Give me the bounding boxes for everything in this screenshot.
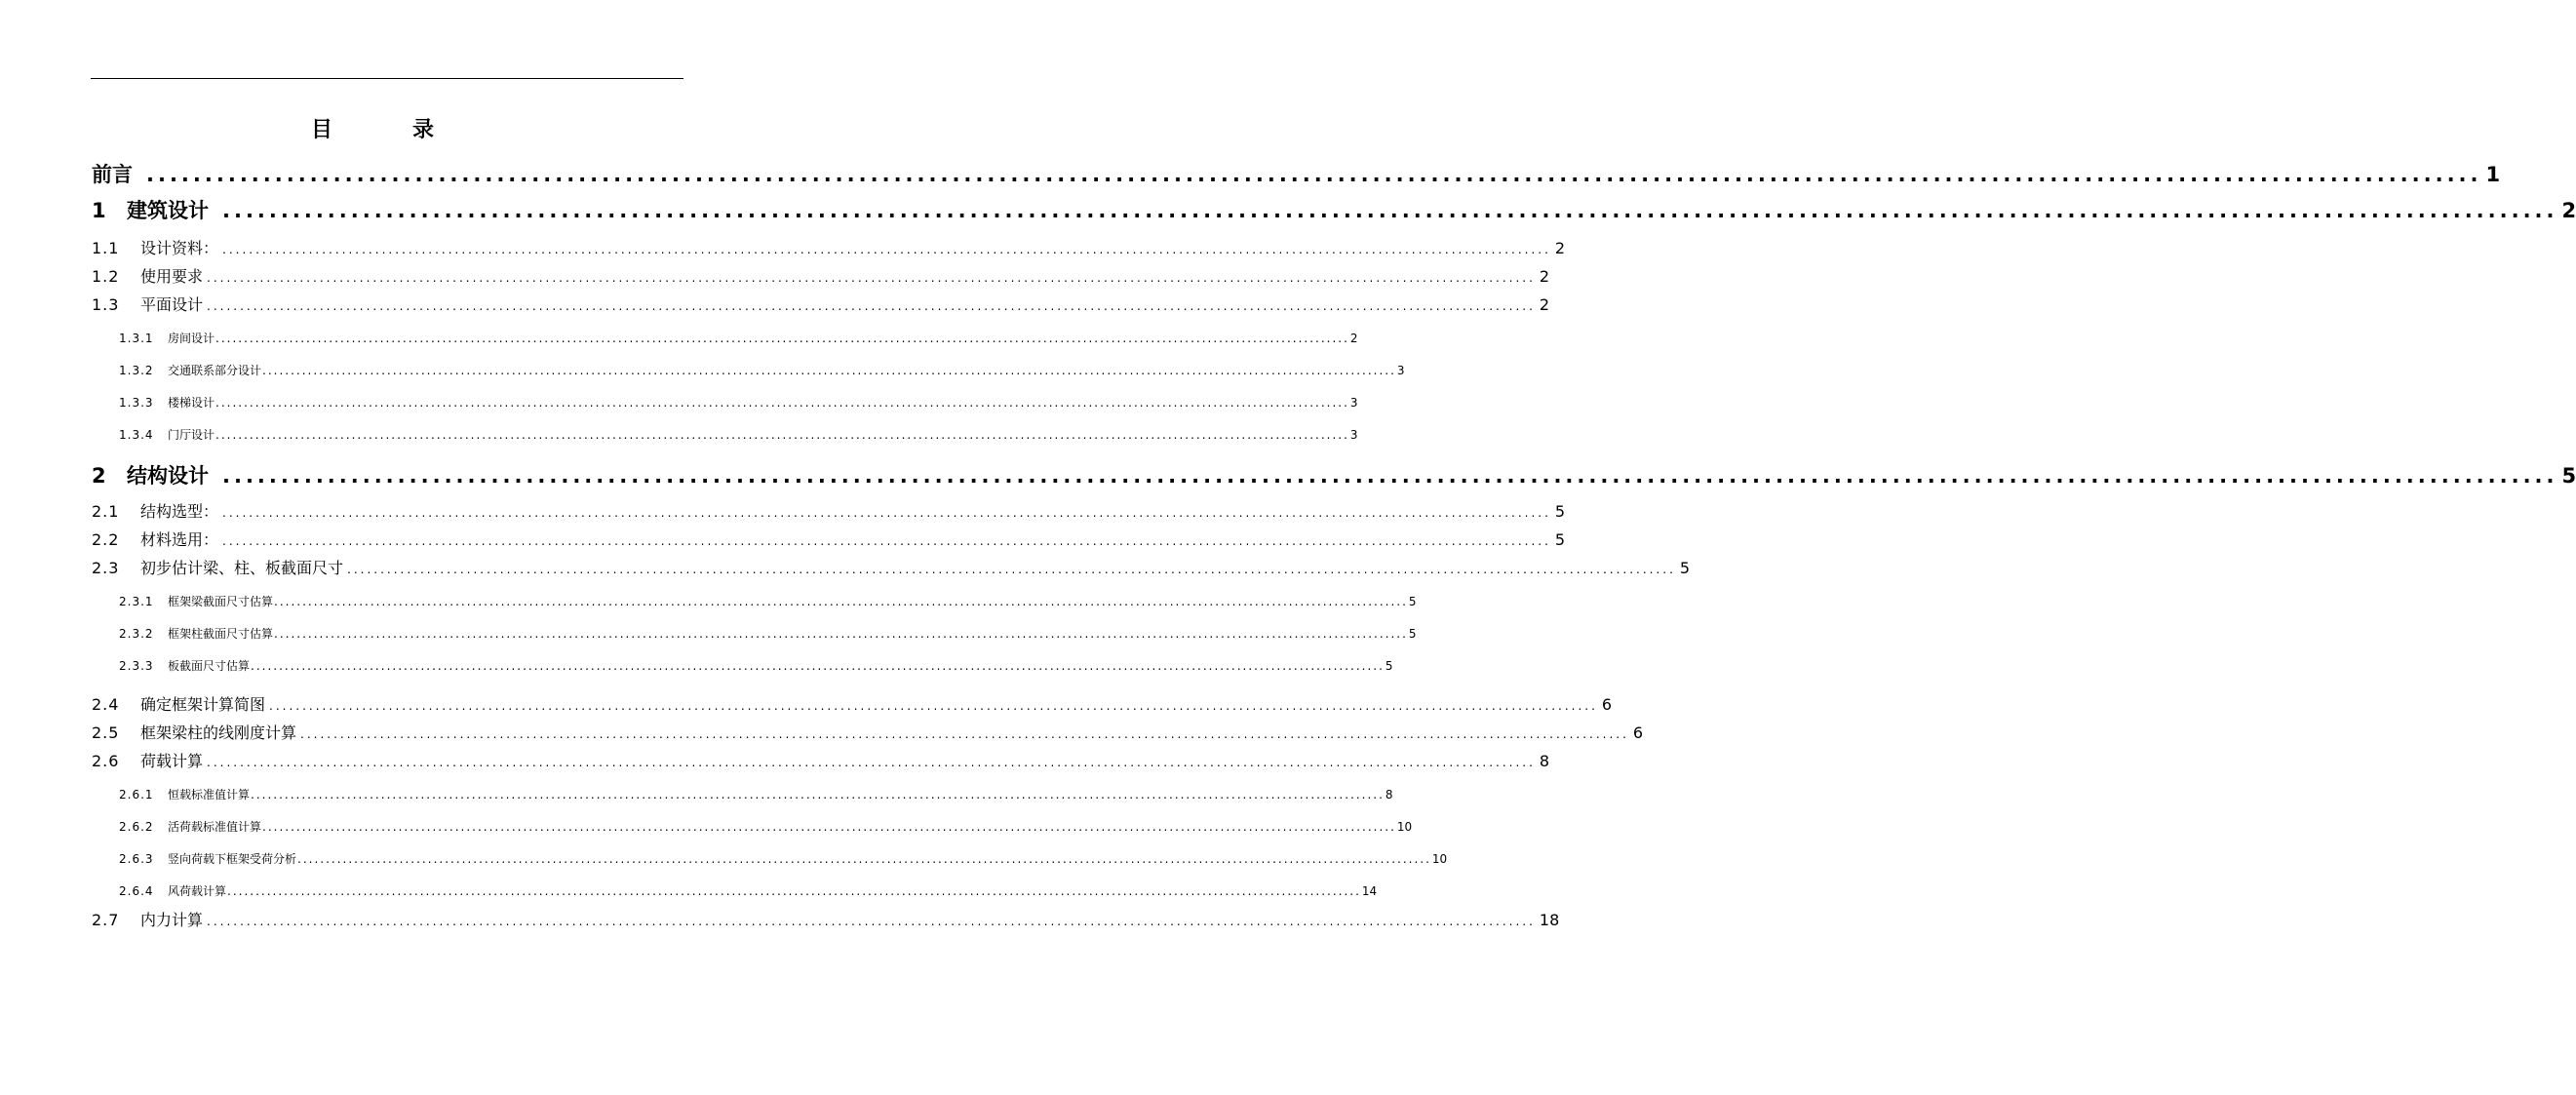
toc-entry-title: 交通联系部分设计 bbox=[168, 364, 262, 377]
toc-entry[interactable] bbox=[92, 592, 1417, 611]
toc-entry-label bbox=[119, 624, 273, 644]
toc-entry-number: 2.6.1 bbox=[119, 788, 154, 802]
toc-entry-title: 框架梁柱的线刚度计算 bbox=[140, 723, 297, 742]
toc-entry-title: 房间设计 bbox=[168, 332, 215, 345]
dot-leader: ........................................................................................................................................................................................................ bbox=[274, 595, 1408, 608]
toc-entry-label bbox=[92, 749, 203, 774]
toc-entry[interactable] bbox=[92, 817, 1413, 837]
toc-entry-label bbox=[119, 817, 261, 837]
toc-entry-page: 5 bbox=[1385, 659, 1393, 673]
toc-entry-label bbox=[119, 592, 273, 611]
toc-entry-page: 3 bbox=[1349, 396, 1358, 410]
toc-entry-label bbox=[92, 556, 343, 581]
toc-entry-page: 2 bbox=[1539, 295, 1550, 314]
toc-entry-page: 2 bbox=[1554, 239, 1566, 257]
toc-entry-page: 1 bbox=[2485, 163, 2501, 186]
dot-leader: ........................................................................................................................................................................................................ bbox=[207, 756, 1536, 769]
dot-leader: ........................................................................................................................................................................................................ bbox=[262, 820, 1396, 834]
toc-entry-number: 1.3.3 bbox=[119, 396, 154, 410]
toc-entry-label bbox=[92, 721, 296, 746]
toc-entry-page: 5 bbox=[2561, 464, 2576, 488]
toc-entry-page: 3 bbox=[1396, 364, 1405, 377]
toc-entry-label bbox=[92, 236, 218, 261]
toc-entry-title: 结构选型： bbox=[140, 502, 219, 521]
toc-entry-title: 确定框架计算简图 bbox=[140, 695, 266, 714]
toc-entry[interactable] bbox=[92, 692, 1613, 718]
toc-entry[interactable] bbox=[92, 849, 1448, 869]
toc-entry-label bbox=[92, 528, 218, 553]
toc-entry[interactable] bbox=[92, 236, 1566, 261]
toc-entry-label bbox=[92, 908, 203, 933]
toc-entry[interactable] bbox=[92, 459, 2576, 492]
toc-entry-number: 2.6.3 bbox=[119, 852, 154, 866]
dot-leader: ........................................................................................................................................................................................................ bbox=[215, 396, 1349, 410]
toc-entry-label bbox=[119, 425, 215, 445]
dot-leader: ........................................................................................................................................................................................................ bbox=[262, 364, 1396, 377]
toc-entry-title: 荷载计算 bbox=[140, 752, 204, 770]
toc-entry-page: 2 bbox=[1539, 267, 1550, 286]
header-rule bbox=[91, 78, 683, 79]
toc-entry-page: 8 bbox=[1539, 752, 1550, 770]
toc-entry-label bbox=[119, 329, 215, 348]
toc-entry-page: 8 bbox=[1385, 788, 1393, 802]
dot-leader: ........................................................................................................................................................................................................ bbox=[146, 163, 2482, 186]
toc-entry-page: 3 bbox=[1349, 428, 1358, 442]
toc-entry-label bbox=[92, 499, 218, 525]
toc-entry-number: 1.3.1 bbox=[119, 332, 154, 345]
toc-entry-number: 1.3 bbox=[92, 295, 120, 314]
toc-entry[interactable] bbox=[92, 749, 1550, 774]
toc-entry[interactable] bbox=[92, 425, 1358, 445]
toc-entry[interactable] bbox=[92, 528, 1566, 553]
toc-entry-number: 2.6 bbox=[92, 752, 120, 770]
toc-entry-number: 2.6.2 bbox=[119, 820, 154, 834]
toc-entry-page: 5 bbox=[1408, 595, 1417, 608]
dot-leader: ........................................................................................................................................................................................................ bbox=[300, 727, 1629, 741]
toc-entry-label bbox=[119, 393, 215, 412]
toc-entry-title: 结构设计 bbox=[127, 464, 209, 488]
toc-entry-title: 使用要求 bbox=[140, 267, 204, 286]
dot-leader: ........................................................................................................................................................................................................ bbox=[251, 659, 1385, 673]
dot-leader: ........................................................................................................................................................................................................ bbox=[222, 243, 1551, 256]
dot-leader: ........................................................................................................................................................................................................ bbox=[222, 534, 1551, 548]
toc-entry-title: 恒载标准值计算 bbox=[168, 788, 251, 802]
dot-leader: ........................................................................................................................................................................................................ bbox=[222, 199, 2558, 222]
dot-leader: ........................................................................................................................................................................................................ bbox=[207, 915, 1536, 928]
toc-entry-title: 板截面尺寸估算 bbox=[168, 659, 251, 673]
toc-entry-number: 1 bbox=[92, 199, 106, 222]
dot-leader: ........................................................................................................................................................................................................ bbox=[269, 699, 1598, 713]
toc-title: 目 录 bbox=[310, 118, 463, 142]
dot-leader: ........................................................................................................................................................................................................ bbox=[347, 563, 1676, 576]
dot-leader: ........................................................................................................................................................................................................ bbox=[251, 788, 1385, 802]
toc-entry[interactable] bbox=[92, 721, 1644, 746]
toc-entry-number: 2.3 bbox=[92, 559, 120, 577]
toc-entry[interactable] bbox=[92, 556, 1691, 581]
toc-entry-label bbox=[92, 194, 209, 227]
toc-entry-title: 活荷载标准值计算 bbox=[168, 820, 262, 834]
toc-entry-number: 2.1 bbox=[92, 502, 120, 521]
toc-entry-title: 前言 bbox=[92, 163, 133, 186]
toc-entry-number: 2.7 bbox=[92, 911, 120, 929]
toc-entry-label bbox=[92, 158, 133, 191]
dot-leader: ........................................................................................................................................................................................................ bbox=[274, 627, 1408, 641]
dot-leader: ........................................................................................................................................................................................................ bbox=[207, 299, 1536, 313]
toc-entry-number: 2 bbox=[92, 464, 106, 488]
dot-leader: ........................................................................................................................................................................................................ bbox=[215, 332, 1349, 345]
toc-entry-title: 设计资料： bbox=[140, 239, 219, 257]
toc-entry-title: 框架柱截面尺寸估算 bbox=[168, 627, 274, 641]
toc-entry-number: 2.3.2 bbox=[119, 627, 154, 641]
toc-entry[interactable] bbox=[92, 656, 1393, 676]
toc-entry-title: 风荷载计算 bbox=[168, 884, 227, 898]
toc-entry[interactable] bbox=[92, 293, 1550, 318]
toc-entry[interactable] bbox=[92, 624, 1417, 644]
toc-entry-title: 框架梁截面尺寸估算 bbox=[168, 595, 274, 608]
toc-entry-page: 2 bbox=[2561, 199, 2576, 222]
dot-leader: ........................................................................................................................................................................................................ bbox=[297, 852, 1431, 866]
dot-leader: ........................................................................................................................................................................................................ bbox=[207, 271, 1536, 285]
toc-entry-label bbox=[92, 692, 265, 718]
toc-entry[interactable] bbox=[92, 499, 1566, 525]
toc-entry-number: 1.2 bbox=[92, 267, 120, 286]
dot-leader: ........................................................................................................................................................................................................ bbox=[215, 428, 1349, 442]
toc-entry-title: 平面设计 bbox=[140, 295, 204, 314]
toc-entry-label bbox=[92, 264, 203, 290]
toc-entry[interactable] bbox=[92, 361, 1405, 380]
toc-entry-label bbox=[92, 293, 203, 318]
toc-entry-page: 18 bbox=[1539, 911, 1560, 929]
dot-leader: ........................................................................................................................................................................................................ bbox=[222, 506, 1551, 520]
toc-entry-title: 初步估计梁、柱、板截面尺寸 bbox=[140, 559, 344, 577]
toc-entry-page: 10 bbox=[1431, 852, 1448, 866]
toc-entry-number: 2.3.3 bbox=[119, 659, 154, 673]
toc-entry-page: 6 bbox=[1601, 695, 1613, 714]
toc-entry[interactable] bbox=[92, 881, 1378, 901]
toc-entry-page: 5 bbox=[1554, 530, 1566, 549]
toc-entry[interactable] bbox=[92, 158, 2501, 191]
toc-entry-page: 6 bbox=[1632, 723, 1644, 742]
toc-entry-label bbox=[119, 361, 261, 380]
toc-entry-title: 楼梯设计 bbox=[168, 396, 215, 410]
toc-entry-label bbox=[119, 849, 296, 869]
toc-entry-number: 1.1 bbox=[92, 239, 120, 257]
toc-entry-number: 2.3.1 bbox=[119, 595, 154, 608]
toc-entry-page: 5 bbox=[1679, 559, 1691, 577]
toc-entry-number: 1.3.4 bbox=[119, 428, 154, 442]
toc-entry-number: 2.2 bbox=[92, 530, 120, 549]
toc-entry-label bbox=[119, 656, 250, 676]
toc-entry[interactable] bbox=[92, 194, 2576, 227]
toc-entry-page: 2 bbox=[1349, 332, 1358, 345]
toc-entry-page: 5 bbox=[1554, 502, 1566, 521]
dot-leader: ........................................................................................................................................................................................................ bbox=[222, 464, 2558, 488]
toc-entry-title: 材料选用： bbox=[140, 530, 219, 549]
toc-entry-label bbox=[119, 881, 226, 901]
toc-entry-title: 竖向荷载下框架受荷分析 bbox=[168, 852, 297, 866]
toc-entry-number: 1.3.2 bbox=[119, 364, 154, 377]
toc-entry-number: 2.6.4 bbox=[119, 884, 154, 898]
toc-entry-title: 建筑设计 bbox=[127, 199, 209, 222]
toc-entry[interactable] bbox=[92, 329, 1358, 348]
toc-entry[interactable] bbox=[92, 908, 1560, 933]
toc-entry[interactable] bbox=[92, 264, 1550, 290]
toc-entry[interactable] bbox=[92, 785, 1393, 804]
toc-entry-page: 14 bbox=[1361, 884, 1378, 898]
dot-leader: ........................................................................................................................................................................................................ bbox=[227, 884, 1361, 898]
toc-entry-title: 内力计算 bbox=[140, 911, 204, 929]
toc-entry-page: 10 bbox=[1396, 820, 1413, 834]
toc-entry-label bbox=[92, 459, 209, 492]
toc-entry-title: 门厅设计 bbox=[168, 428, 215, 442]
toc-entry-number: 2.5 bbox=[92, 723, 120, 742]
toc-entry-label bbox=[119, 785, 250, 804]
toc-entry[interactable] bbox=[92, 393, 1358, 412]
toc-entry-page: 5 bbox=[1408, 627, 1417, 641]
toc-entry-number: 2.4 bbox=[92, 695, 120, 714]
